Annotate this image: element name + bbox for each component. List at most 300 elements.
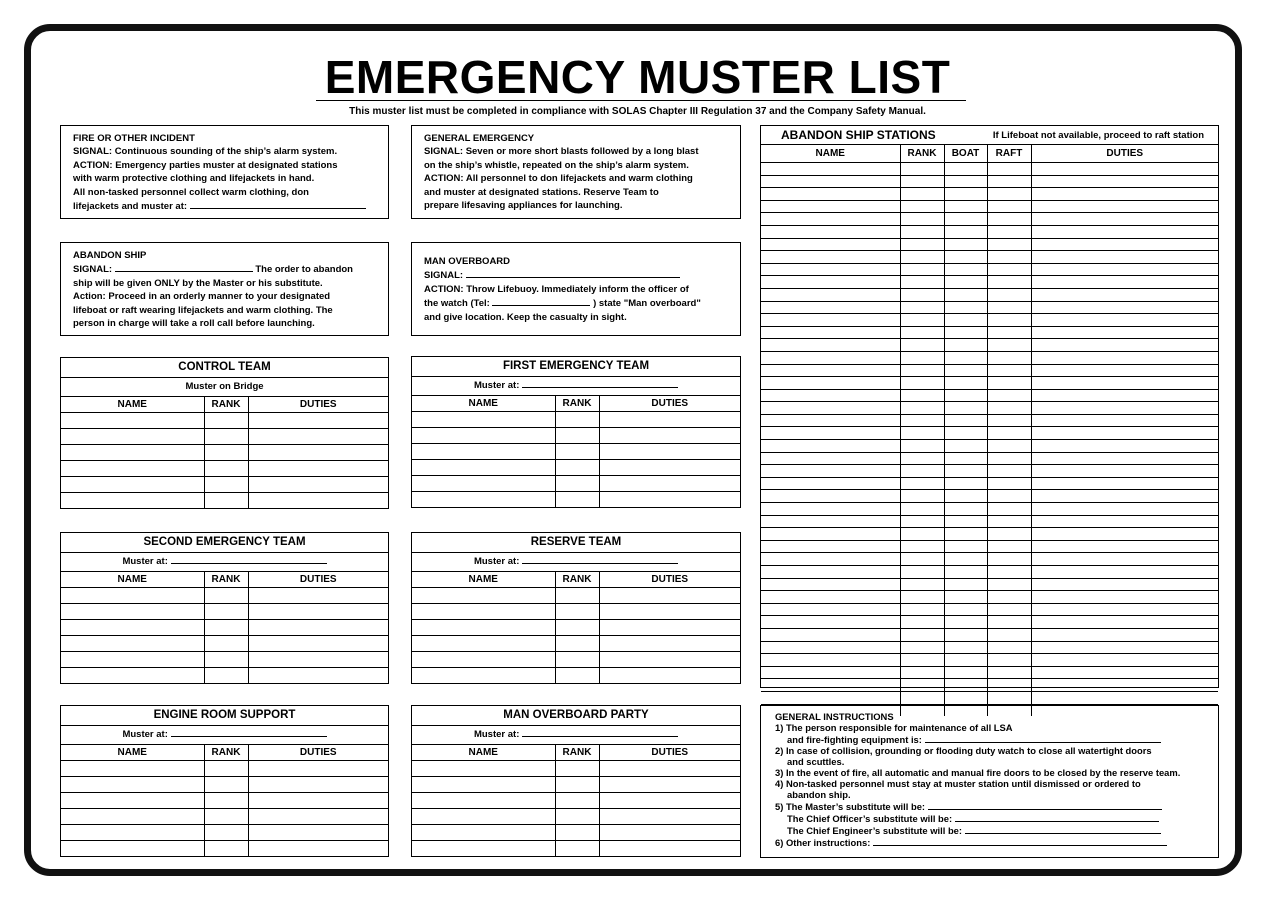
raft-cell[interactable] [987, 440, 1031, 453]
duties-cell[interactable] [1031, 452, 1218, 465]
name-cell[interactable] [412, 428, 555, 444]
duties-cell[interactable] [1031, 163, 1218, 176]
boat-cell[interactable] [944, 364, 987, 377]
duties-cell[interactable] [599, 761, 740, 777]
name-cell[interactable] [761, 326, 900, 339]
duties-cell[interactable] [1031, 515, 1218, 528]
name-cell[interactable] [412, 620, 555, 636]
rank-cell[interactable] [900, 515, 944, 528]
name-cell[interactable] [761, 691, 900, 704]
name-cell[interactable] [761, 616, 900, 629]
lsa-responsible-blank[interactable] [925, 733, 1161, 743]
raft-cell[interactable] [987, 263, 1031, 276]
rank-cell[interactable] [204, 493, 248, 509]
raft-cell[interactable] [987, 188, 1031, 201]
raft-cell[interactable] [987, 326, 1031, 339]
raft-cell[interactable] [987, 528, 1031, 541]
duties-cell[interactable] [248, 761, 388, 777]
name-cell[interactable] [761, 440, 900, 453]
duties-cell[interactable] [248, 429, 388, 445]
duties-cell[interactable] [1031, 465, 1218, 478]
name-cell[interactable] [761, 666, 900, 679]
rank-cell[interactable] [900, 200, 944, 213]
rank-cell[interactable] [900, 691, 944, 704]
name-cell[interactable] [61, 809, 204, 825]
boat-cell[interactable] [944, 389, 987, 402]
rank-cell[interactable] [204, 604, 248, 620]
boat-cell[interactable] [944, 339, 987, 352]
team-muster-blank[interactable] [522, 554, 678, 564]
rank-cell[interactable] [555, 636, 599, 652]
rank-cell[interactable] [900, 276, 944, 289]
rank-cell[interactable] [204, 825, 248, 841]
name-cell[interactable] [761, 641, 900, 654]
raft-cell[interactable] [987, 691, 1031, 704]
name-cell[interactable] [761, 465, 900, 478]
rank-cell[interactable] [555, 668, 599, 684]
raft-cell[interactable] [987, 515, 1031, 528]
duties-cell[interactable] [1031, 553, 1218, 566]
duties-cell[interactable] [248, 652, 388, 668]
rank-cell[interactable] [900, 566, 944, 579]
rank-cell[interactable] [555, 460, 599, 476]
rank-cell[interactable] [204, 588, 248, 604]
master-substitute-blank[interactable] [928, 800, 1162, 810]
boat-cell[interactable] [944, 503, 987, 516]
rank-cell[interactable] [900, 188, 944, 201]
rank-cell[interactable] [900, 213, 944, 226]
rank-cell[interactable] [900, 679, 944, 692]
rank-cell[interactable] [900, 326, 944, 339]
name-cell[interactable] [761, 200, 900, 213]
rank-cell[interactable] [555, 492, 599, 508]
boat-cell[interactable] [944, 666, 987, 679]
duties-cell[interactable] [1031, 414, 1218, 427]
rank-cell[interactable] [900, 452, 944, 465]
name-cell[interactable] [761, 263, 900, 276]
other-instructions-blank[interactable] [787, 848, 1173, 858]
raft-cell[interactable] [987, 465, 1031, 478]
duties-cell[interactable] [1031, 326, 1218, 339]
boat-cell[interactable] [944, 288, 987, 301]
name-cell[interactable] [761, 490, 900, 503]
name-cell[interactable] [761, 175, 900, 188]
name-cell[interactable] [761, 314, 900, 327]
duties-cell[interactable] [1031, 175, 1218, 188]
rank-cell[interactable] [900, 402, 944, 415]
rank-cell[interactable] [555, 841, 599, 857]
raft-cell[interactable] [987, 603, 1031, 616]
name-cell[interactable] [61, 604, 204, 620]
name-cell[interactable] [761, 578, 900, 591]
duties-cell[interactable] [248, 445, 388, 461]
duties-cell[interactable] [1031, 603, 1218, 616]
duties-cell[interactable] [599, 636, 740, 652]
rank-cell[interactable] [204, 809, 248, 825]
rank-cell[interactable] [900, 163, 944, 176]
boat-cell[interactable] [944, 553, 987, 566]
name-cell[interactable] [761, 477, 900, 490]
mob-signal-blank[interactable] [466, 268, 680, 278]
duties-cell[interactable] [248, 841, 388, 857]
rank-cell[interactable] [204, 413, 248, 429]
name-cell[interactable] [412, 476, 555, 492]
rank-cell[interactable] [900, 225, 944, 238]
raft-cell[interactable] [987, 452, 1031, 465]
name-cell[interactable] [761, 225, 900, 238]
duties-cell[interactable] [1031, 238, 1218, 251]
boat-cell[interactable] [944, 540, 987, 553]
name-cell[interactable] [61, 825, 204, 841]
boat-cell[interactable] [944, 578, 987, 591]
rank-cell[interactable] [204, 841, 248, 857]
boat-cell[interactable] [944, 477, 987, 490]
boat-cell[interactable] [944, 263, 987, 276]
boat-cell[interactable] [944, 251, 987, 264]
name-cell[interactable] [412, 793, 555, 809]
duties-cell[interactable] [1031, 276, 1218, 289]
boat-cell[interactable] [944, 326, 987, 339]
rank-cell[interactable] [204, 652, 248, 668]
name-cell[interactable] [761, 591, 900, 604]
rank-cell[interactable] [204, 620, 248, 636]
duties-cell[interactable] [248, 604, 388, 620]
rank-cell[interactable] [900, 503, 944, 516]
rank-cell[interactable] [900, 578, 944, 591]
rank-cell[interactable] [900, 591, 944, 604]
rank-cell[interactable] [555, 777, 599, 793]
raft-cell[interactable] [987, 666, 1031, 679]
raft-cell[interactable] [987, 654, 1031, 667]
rank-cell[interactable] [204, 461, 248, 477]
duties-cell[interactable] [248, 493, 388, 509]
name-cell[interactable] [412, 761, 555, 777]
duties-cell[interactable] [1031, 566, 1218, 579]
duties-cell[interactable] [1031, 666, 1218, 679]
boat-cell[interactable] [944, 641, 987, 654]
duties-cell[interactable] [599, 809, 740, 825]
duties-cell[interactable] [1031, 213, 1218, 226]
boat-cell[interactable] [944, 427, 987, 440]
team-muster-blank[interactable] [171, 727, 327, 737]
rank-cell[interactable] [900, 238, 944, 251]
rank-cell[interactable] [204, 793, 248, 809]
duties-cell[interactable] [248, 809, 388, 825]
name-cell[interactable] [761, 566, 900, 579]
raft-cell[interactable] [987, 364, 1031, 377]
duties-cell[interactable] [248, 620, 388, 636]
rank-cell[interactable] [900, 616, 944, 629]
name-cell[interactable] [61, 477, 204, 493]
duties-cell[interactable] [1031, 591, 1218, 604]
duties-cell[interactable] [599, 841, 740, 857]
raft-cell[interactable] [987, 616, 1031, 629]
rank-cell[interactable] [900, 440, 944, 453]
duties-cell[interactable] [248, 668, 388, 684]
duties-cell[interactable] [1031, 528, 1218, 541]
rank-cell[interactable] [900, 427, 944, 440]
name-cell[interactable] [61, 652, 204, 668]
boat-cell[interactable] [944, 163, 987, 176]
other-instructions-blank[interactable] [873, 836, 1167, 846]
duties-cell[interactable] [1031, 402, 1218, 415]
rank-cell[interactable] [900, 364, 944, 377]
rank-cell[interactable] [900, 540, 944, 553]
rank-cell[interactable] [900, 666, 944, 679]
rank-cell[interactable] [900, 490, 944, 503]
boat-cell[interactable] [944, 301, 987, 314]
duties-cell[interactable] [1031, 251, 1218, 264]
raft-cell[interactable] [987, 553, 1031, 566]
raft-cell[interactable] [987, 490, 1031, 503]
raft-cell[interactable] [987, 427, 1031, 440]
mob-tel-blank[interactable] [492, 296, 590, 306]
name-cell[interactable] [761, 163, 900, 176]
rank-cell[interactable] [900, 628, 944, 641]
rank-cell[interactable] [900, 477, 944, 490]
duties-cell[interactable] [1031, 628, 1218, 641]
rank-cell[interactable] [555, 652, 599, 668]
duties-cell[interactable] [599, 777, 740, 793]
rank-cell[interactable] [900, 553, 944, 566]
name-cell[interactable] [761, 628, 900, 641]
raft-cell[interactable] [987, 377, 1031, 390]
raft-cell[interactable] [987, 566, 1031, 579]
raft-cell[interactable] [987, 628, 1031, 641]
name-cell[interactable] [61, 793, 204, 809]
team-muster-blank[interactable] [171, 554, 327, 564]
duties-cell[interactable] [599, 428, 740, 444]
raft-cell[interactable] [987, 276, 1031, 289]
duties-cell[interactable] [1031, 200, 1218, 213]
duties-cell[interactable] [599, 793, 740, 809]
name-cell[interactable] [412, 825, 555, 841]
duties-cell[interactable] [1031, 188, 1218, 201]
raft-cell[interactable] [987, 163, 1031, 176]
name-cell[interactable] [761, 288, 900, 301]
boat-cell[interactable] [944, 402, 987, 415]
rank-cell[interactable] [900, 251, 944, 264]
boat-cell[interactable] [944, 314, 987, 327]
rank-cell[interactable] [555, 588, 599, 604]
rank-cell[interactable] [555, 412, 599, 428]
name-cell[interactable] [412, 588, 555, 604]
boat-cell[interactable] [944, 566, 987, 579]
name-cell[interactable] [61, 429, 204, 445]
chief-engineer-substitute-blank[interactable] [965, 824, 1161, 834]
name-cell[interactable] [761, 213, 900, 226]
duties-cell[interactable] [1031, 301, 1218, 314]
name-cell[interactable] [412, 652, 555, 668]
name-cell[interactable] [761, 301, 900, 314]
name-cell[interactable] [761, 654, 900, 667]
name-cell[interactable] [761, 188, 900, 201]
boat-cell[interactable] [944, 414, 987, 427]
name-cell[interactable] [761, 351, 900, 364]
name-cell[interactable] [761, 389, 900, 402]
boat-cell[interactable] [944, 515, 987, 528]
rank-cell[interactable] [900, 641, 944, 654]
duties-cell[interactable] [1031, 339, 1218, 352]
rank-cell[interactable] [900, 654, 944, 667]
team-muster-blank[interactable] [522, 727, 678, 737]
name-cell[interactable] [412, 636, 555, 652]
name-cell[interactable] [412, 460, 555, 476]
name-cell[interactable] [412, 444, 555, 460]
boat-cell[interactable] [944, 603, 987, 616]
duties-cell[interactable] [1031, 490, 1218, 503]
raft-cell[interactable] [987, 578, 1031, 591]
boat-cell[interactable] [944, 225, 987, 238]
duties-cell[interactable] [1031, 503, 1218, 516]
raft-cell[interactable] [987, 288, 1031, 301]
duties-cell[interactable] [1031, 377, 1218, 390]
raft-cell[interactable] [987, 301, 1031, 314]
boat-cell[interactable] [944, 276, 987, 289]
rank-cell[interactable] [204, 761, 248, 777]
duties-cell[interactable] [1031, 691, 1218, 704]
name-cell[interactable] [412, 841, 555, 857]
duties-cell[interactable] [248, 477, 388, 493]
rank-cell[interactable] [204, 668, 248, 684]
name-cell[interactable] [61, 668, 204, 684]
rank-cell[interactable] [900, 263, 944, 276]
duties-cell[interactable] [248, 461, 388, 477]
rank-cell[interactable] [555, 620, 599, 636]
name-cell[interactable] [761, 364, 900, 377]
name-cell[interactable] [61, 445, 204, 461]
raft-cell[interactable] [987, 339, 1031, 352]
name-cell[interactable] [761, 553, 900, 566]
rank-cell[interactable] [900, 377, 944, 390]
name-cell[interactable] [761, 679, 900, 692]
duties-cell[interactable] [1031, 263, 1218, 276]
team-muster-blank[interactable] [522, 378, 678, 388]
boat-cell[interactable] [944, 691, 987, 704]
name-cell[interactable] [412, 668, 555, 684]
boat-cell[interactable] [944, 490, 987, 503]
rank-cell[interactable] [900, 414, 944, 427]
duties-cell[interactable] [599, 825, 740, 841]
boat-cell[interactable] [944, 528, 987, 541]
rank-cell[interactable] [204, 777, 248, 793]
name-cell[interactable] [61, 777, 204, 793]
duties-cell[interactable] [1031, 314, 1218, 327]
rank-cell[interactable] [204, 429, 248, 445]
rank-cell[interactable] [900, 175, 944, 188]
boat-cell[interactable] [944, 175, 987, 188]
boat-cell[interactable] [944, 351, 987, 364]
rank-cell[interactable] [555, 793, 599, 809]
rank-cell[interactable] [555, 428, 599, 444]
rank-cell[interactable] [555, 604, 599, 620]
fire-muster-blank[interactable] [190, 199, 366, 209]
duties-cell[interactable] [599, 620, 740, 636]
boat-cell[interactable] [944, 188, 987, 201]
raft-cell[interactable] [987, 251, 1031, 264]
raft-cell[interactable] [987, 540, 1031, 553]
rank-cell[interactable] [900, 465, 944, 478]
name-cell[interactable] [761, 414, 900, 427]
duties-cell[interactable] [599, 476, 740, 492]
rank-cell[interactable] [555, 809, 599, 825]
rank-cell[interactable] [900, 301, 944, 314]
rank-cell[interactable] [900, 314, 944, 327]
name-cell[interactable] [761, 503, 900, 516]
name-cell[interactable] [761, 540, 900, 553]
raft-cell[interactable] [987, 213, 1031, 226]
duties-cell[interactable] [248, 636, 388, 652]
duties-cell[interactable] [248, 793, 388, 809]
duties-cell[interactable] [1031, 427, 1218, 440]
name-cell[interactable] [761, 452, 900, 465]
raft-cell[interactable] [987, 414, 1031, 427]
name-cell[interactable] [61, 493, 204, 509]
name-cell[interactable] [61, 620, 204, 636]
raft-cell[interactable] [987, 175, 1031, 188]
name-cell[interactable] [761, 238, 900, 251]
duties-cell[interactable] [599, 588, 740, 604]
duties-cell[interactable] [1031, 578, 1218, 591]
duties-cell[interactable] [599, 604, 740, 620]
duties-cell[interactable] [1031, 641, 1218, 654]
rank-cell[interactable] [204, 477, 248, 493]
duties-cell[interactable] [599, 668, 740, 684]
name-cell[interactable] [61, 841, 204, 857]
name-cell[interactable] [412, 492, 555, 508]
duties-cell[interactable] [599, 460, 740, 476]
duties-cell[interactable] [599, 444, 740, 460]
rank-cell[interactable] [555, 825, 599, 841]
raft-cell[interactable] [987, 351, 1031, 364]
name-cell[interactable] [61, 636, 204, 652]
duties-cell[interactable] [1031, 477, 1218, 490]
duties-cell[interactable] [1031, 225, 1218, 238]
name-cell[interactable] [412, 777, 555, 793]
boat-cell[interactable] [944, 654, 987, 667]
duties-cell[interactable] [1031, 351, 1218, 364]
duties-cell[interactable] [1031, 364, 1218, 377]
boat-cell[interactable] [944, 200, 987, 213]
raft-cell[interactable] [987, 389, 1031, 402]
name-cell[interactable] [761, 515, 900, 528]
rank-cell[interactable] [900, 339, 944, 352]
duties-cell[interactable] [1031, 440, 1218, 453]
name-cell[interactable] [761, 339, 900, 352]
boat-cell[interactable] [944, 628, 987, 641]
raft-cell[interactable] [987, 503, 1031, 516]
boat-cell[interactable] [944, 591, 987, 604]
name-cell[interactable] [761, 251, 900, 264]
raft-cell[interactable] [987, 477, 1031, 490]
rank-cell[interactable] [900, 528, 944, 541]
duties-cell[interactable] [599, 492, 740, 508]
name-cell[interactable] [412, 604, 555, 620]
name-cell[interactable] [761, 377, 900, 390]
name-cell[interactable] [412, 809, 555, 825]
name-cell[interactable] [412, 412, 555, 428]
rank-cell[interactable] [555, 444, 599, 460]
boat-cell[interactable] [944, 440, 987, 453]
duties-cell[interactable] [1031, 288, 1218, 301]
chief-officer-substitute-blank[interactable] [955, 812, 1159, 822]
raft-cell[interactable] [987, 238, 1031, 251]
duties-cell[interactable] [599, 412, 740, 428]
duties-cell[interactable] [248, 825, 388, 841]
rank-cell[interactable] [204, 636, 248, 652]
name-cell[interactable] [61, 588, 204, 604]
boat-cell[interactable] [944, 452, 987, 465]
